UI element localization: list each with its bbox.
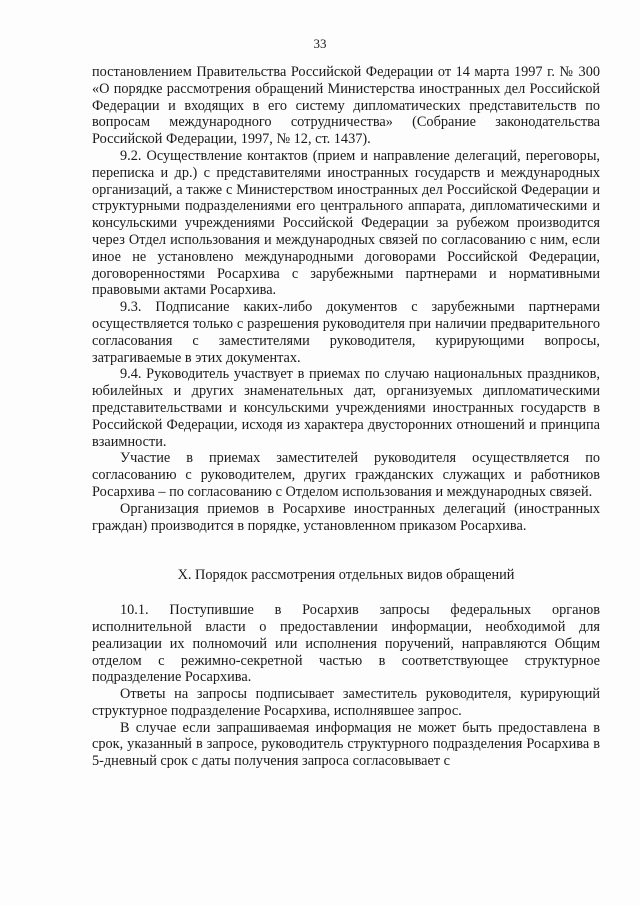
document-body [92, 64, 600, 770]
heading-spacer [92, 584, 600, 602]
paragraph-9-3: 9.3. Подписание каких-либо документов с зарубежными партнерами осуществляется только с разрешения руководителя при наличии предварительного согласования с заместителями руководителя, курирующими вопросы, затрагиваемые в этих документах. [92, 299, 600, 366]
paragraph-9-4: 9.4. Руководитель участвует в приемах по случаю национальных праздников, юбилейных и других знаменательных дат, организуемых дипломатическими представительствами и консульскими учреждениями иностранных государств в Российской Федерации, исходя из характера двусторонних отношений и принципа взаимности. [92, 366, 600, 450]
section-heading: X. Порядок рассмотрения отдельных видов обращений [177, 567, 515, 584]
paragraph-deadline-case: В случае если запрашиваемая информация не может быть предоставлена в срок, указанный в запросе, руководитель структурного подразделения Росархива в 5-дневный срок с даты получения запроса согласовывает с [92, 719, 600, 770]
paragraph-answers: Ответы на запросы подписывает заместитель руководителя, курирующий структурное подразделение Росархива, исполнявшее запрос. [92, 686, 600, 719]
paragraph-10-1: 10.1. Поступившие в Росархив запросы федеральных органов исполнительной власти о предоставлении информации, необходимой для реализации их полномочий или исполнения поручений, направляются Общим отделом с режимно-секретной частью в соответствующее структурное подразделение Росархива. [92, 602, 600, 686]
page-number: 33 [313, 36, 327, 51]
paragraph-receptions-organization: Организация приемов в Росархиве иностранных делегаций (иностранных граждан) производится в порядке, установленном приказом Росархива. [92, 500, 600, 534]
paragraph-9-2: 9.2. Осуществление контактов (прием и направление делегаций, переговоры, переписка и др.) с представителями иностранных государств и международных организаций, а также с Министерством иностранных дел Российской Федерации и структурными подразделениями его центрального аппарата, дипломатическими и консульскими учреждениями Российской Федерации за рубежом производится через Отдел использования и международных связей по согласованию с ним, если иное не установлено международными договорами Российской Федерации, договоренностями Росархива с зарубежными партнерами и нормативными правовыми актами Росархива. [92, 147, 600, 299]
paragraph-deputies-participation: Участие в приемах заместителей руководителя осуществляется по согласованию с руководителем, других гражданских служащих и работников Росархива – по согласованию с Отделом использования и международных связей. [92, 450, 600, 500]
section-spacer [92, 534, 600, 567]
paragraph-continuation: постановлением Правительства Российской Федерации от 14 марта 1997 г. № 300 «О порядке рассмотрения обращений Министерства иностранных дел Российской Федерации и входящих в его систему дипломатических представительств по вопросам международного сотрудничества» (Собрание законодательства Российской Федерации, 1997, № 12, ст. 1437). [92, 64, 600, 148]
